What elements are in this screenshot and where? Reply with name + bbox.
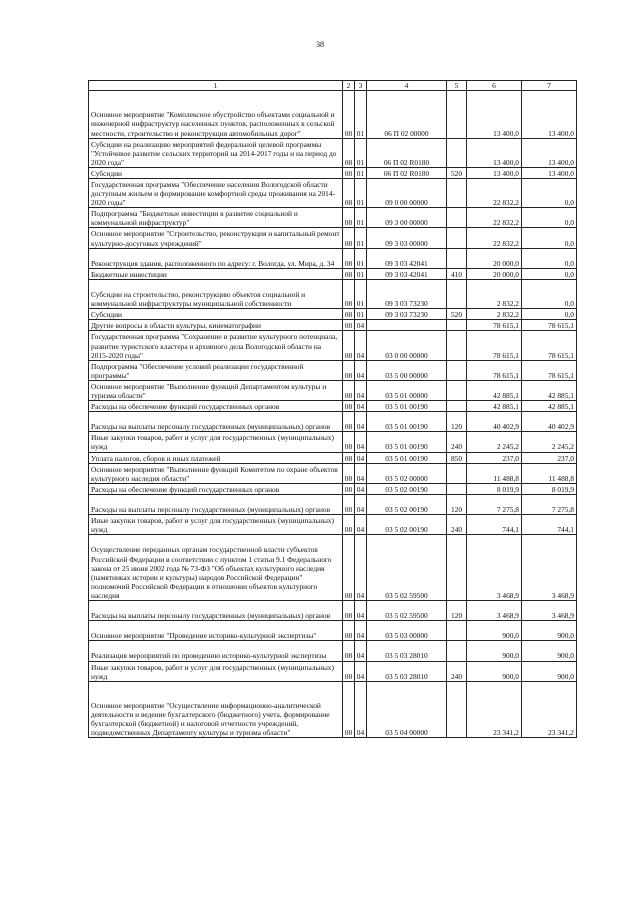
header-cell: 2 xyxy=(343,81,355,91)
row-section: 08 xyxy=(343,515,355,535)
row-amount-2018: 23 341,2 xyxy=(522,681,577,738)
row-target-article: 03 5 01 00190 xyxy=(367,412,447,432)
row-expense-type xyxy=(447,91,467,139)
row-section: 08 xyxy=(343,331,355,360)
row-name: Государственная программа "Обеспечение населения Вологодской области доступным жильем и формирование комфортной среды проживания на 2014-2020 годы" xyxy=(89,178,343,207)
row-target-article: 09 3 00 00000 xyxy=(367,208,447,228)
row-name: Подпрограмма "Обеспечение условий реализации государственной программы" xyxy=(89,360,343,380)
row-subsection: 04 xyxy=(355,401,367,412)
row-subsection: 04 xyxy=(355,360,367,380)
row-subsection: 04 xyxy=(355,320,367,331)
row-amount-2018: 2 245,2 xyxy=(522,432,577,452)
row-section: 08 xyxy=(343,208,355,228)
row-target-article: 09 0 00 00000 xyxy=(367,178,447,207)
row-name: Основное мероприятие "Выполнение функций Департаментом культуры и туризма области" xyxy=(89,380,343,400)
row-subsection: 04 xyxy=(355,380,367,400)
table-row xyxy=(89,681,577,738)
row-subsection: 01 xyxy=(355,309,367,320)
row-subsection: 04 xyxy=(355,463,367,483)
row-subsection: 01 xyxy=(355,228,367,248)
row-expense-type xyxy=(447,178,467,207)
table-row xyxy=(89,661,577,681)
table-row xyxy=(89,494,577,514)
row-amount-2017: 900,0 xyxy=(467,621,522,641)
row-name: Расходы на выплаты персоналу государственных (муниципальных) органов xyxy=(89,494,343,514)
row-amount-2018: 78 615,1 xyxy=(522,320,577,331)
row-subsection: 04 xyxy=(355,452,367,463)
row-section: 08 xyxy=(343,661,355,681)
row-section: 08 xyxy=(343,452,355,463)
row-target-article: 03 5 02 59500 xyxy=(367,535,447,601)
header-cell: 1 xyxy=(89,81,343,91)
table-row xyxy=(89,208,577,228)
row-amount-2017: 23 341,2 xyxy=(467,681,522,738)
table-row xyxy=(89,401,577,412)
row-expense-type: 850 xyxy=(447,452,467,463)
row-section: 08 xyxy=(343,360,355,380)
row-amount-2018: 0,0 xyxy=(522,208,577,228)
table-row xyxy=(89,248,577,268)
row-amount-2017: 42 885,1 xyxy=(467,401,522,412)
row-amount-2018: 42 885,1 xyxy=(522,401,577,412)
header-cell: 7 xyxy=(522,81,577,91)
row-amount-2018: 13 400,0 xyxy=(522,167,577,178)
row-name: Иные закупки товаров, работ и услуг для государственных (муниципальных) нужд xyxy=(89,515,343,535)
row-section: 08 xyxy=(343,167,355,178)
row-subsection: 04 xyxy=(355,412,367,432)
row-subsection: 04 xyxy=(355,621,367,641)
row-amount-2017: 20 000,0 xyxy=(467,268,522,279)
row-target-article: 03 0 00 00000 xyxy=(367,331,447,360)
row-amount-2017: 13 400,0 xyxy=(467,91,522,139)
row-name: Другие вопросы в области культуры, кинематографии xyxy=(89,320,343,331)
row-expense-type xyxy=(447,380,467,400)
row-amount-2017: 237,0 xyxy=(467,452,522,463)
row-name: Иные закупки товаров, работ и услуг для государственных (муниципальных) нужд xyxy=(89,432,343,452)
row-section: 08 xyxy=(343,535,355,601)
row-amount-2018: 0,0 xyxy=(522,268,577,279)
row-target-article: 03 5 01 00000 xyxy=(367,380,447,400)
row-expense-type: 520 xyxy=(447,309,467,320)
row-amount-2017: 2 832,2 xyxy=(467,309,522,320)
table-row xyxy=(89,228,577,248)
row-target-article: 09 3 03 00000 xyxy=(367,228,447,248)
row-name: Реализация мероприятий по проведению историко-культурной экспертизы xyxy=(89,641,343,661)
row-target-article: 03 5 04 00000 xyxy=(367,681,447,738)
row-section: 08 xyxy=(343,601,355,621)
row-target-article: 09 3 03 42041 xyxy=(367,248,447,268)
row-subsection: 04 xyxy=(355,494,367,514)
row-name: Расходы на выплаты персоналу государственных (муниципальных) органов xyxy=(89,601,343,621)
row-amount-2018: 744,1 xyxy=(522,515,577,535)
row-amount-2017: 2 245,2 xyxy=(467,432,522,452)
header-cell: 6 xyxy=(467,81,522,91)
table-row xyxy=(89,452,577,463)
row-expense-type: 240 xyxy=(447,661,467,681)
table-row xyxy=(89,309,577,320)
row-amount-2017: 13 400,0 xyxy=(467,167,522,178)
row-name: Расходы на обеспечение функций государственных органов xyxy=(89,401,343,412)
row-name: Иные закупки товаров, работ и услуг для государственных (муниципальных) нужд xyxy=(89,661,343,681)
row-expense-type xyxy=(447,138,467,167)
row-target-article: 03 5 02 00190 xyxy=(367,515,447,535)
row-target-article: 09 3 03 42041 xyxy=(367,268,447,279)
row-amount-2018: 8 019,9 xyxy=(522,483,577,494)
header-cell: 5 xyxy=(447,81,467,91)
row-section: 08 xyxy=(343,494,355,514)
row-name: Основное мероприятие "Проведение историко-культурной экспертизы" xyxy=(89,621,343,641)
row-expense-type xyxy=(447,360,467,380)
row-name: Осуществление переданных органам государственной власти субъектов Российской Федерации в соответствии с пунктом 1 статьи 9.1 Федерального закона от 25 июня 2002 года № 73-ФЗ "Об объектах культурного наследия (памятниках истории и культуры) народов Российской Федерации" полномочий Российской Федерации в отношении объектов культурного наследия xyxy=(89,535,343,601)
row-subsection: 04 xyxy=(355,515,367,535)
row-subsection: 01 xyxy=(355,208,367,228)
row-name: Субсидии на реализацию мероприятий федеральной целевой программы "Устойчивое развитие сельских территорий на 2014-2017 годы и на период до 2020 года" xyxy=(89,138,343,167)
row-target-article: 09 3 03 73230 xyxy=(367,309,447,320)
row-section: 08 xyxy=(343,91,355,139)
table-row xyxy=(89,320,577,331)
row-amount-2017: 7 275,8 xyxy=(467,494,522,514)
row-expense-type xyxy=(447,535,467,601)
row-expense-type xyxy=(447,401,467,412)
row-expense-type xyxy=(447,463,467,483)
row-name: Расходы на обеспечение функций государственных органов xyxy=(89,483,343,494)
row-amount-2018: 7 275,8 xyxy=(522,494,577,514)
row-amount-2018: 0,0 xyxy=(522,309,577,320)
row-section: 08 xyxy=(343,621,355,641)
row-amount-2018: 0,0 xyxy=(522,248,577,268)
row-expense-type: 240 xyxy=(447,432,467,452)
row-target-article: 06 П 02 R0180 xyxy=(367,138,447,167)
row-amount-2017: 78 615,1 xyxy=(467,331,522,360)
row-name: Субсидии на строительство, реконструкцию объектов социальной и коммунальной инфраструктуры муниципальной собственности xyxy=(89,279,343,308)
row-amount-2018: 3 468,9 xyxy=(522,601,577,621)
row-subsection: 01 xyxy=(355,178,367,207)
row-target-article: 03 5 03 28010 xyxy=(367,641,447,661)
row-expense-type xyxy=(447,641,467,661)
row-expense-type xyxy=(447,483,467,494)
row-subsection: 01 xyxy=(355,138,367,167)
row-expense-type xyxy=(447,320,467,331)
row-amount-2018: 0,0 xyxy=(522,279,577,308)
row-target-article: 03 5 03 00000 xyxy=(367,621,447,641)
row-amount-2017: 22 832,2 xyxy=(467,178,522,207)
row-target-article: 03 5 02 00000 xyxy=(367,463,447,483)
row-subsection: 01 xyxy=(355,279,367,308)
row-section: 08 xyxy=(343,463,355,483)
row-amount-2017: 900,0 xyxy=(467,661,522,681)
row-section: 08 xyxy=(343,309,355,320)
row-expense-type xyxy=(447,681,467,738)
table-body xyxy=(89,91,577,738)
row-amount-2017: 900,0 xyxy=(467,641,522,661)
row-name: Расходы на выплаты персоналу государственных (муниципальных) органов xyxy=(89,412,343,432)
row-amount-2017: 8 019,9 xyxy=(467,483,522,494)
row-amount-2018: 11 488,8 xyxy=(522,463,577,483)
table-row xyxy=(89,641,577,661)
table-row xyxy=(89,360,577,380)
row-subsection: 01 xyxy=(355,248,367,268)
row-section: 08 xyxy=(343,641,355,661)
row-name: Субсидии xyxy=(89,309,343,320)
row-amount-2018: 13 400,0 xyxy=(522,91,577,139)
row-subsection: 04 xyxy=(355,535,367,601)
row-amount-2017: 3 468,9 xyxy=(467,535,522,601)
row-amount-2018: 3 468,9 xyxy=(522,535,577,601)
row-amount-2018: 237,0 xyxy=(522,452,577,463)
row-amount-2017: 78 615,1 xyxy=(467,320,522,331)
row-target-article: 06 П 02 R0180 xyxy=(367,167,447,178)
row-subsection: 04 xyxy=(355,432,367,452)
table-row xyxy=(89,621,577,641)
row-expense-type xyxy=(447,248,467,268)
table-row xyxy=(89,412,577,432)
row-subsection: 04 xyxy=(355,601,367,621)
table-row xyxy=(89,432,577,452)
table-row xyxy=(89,331,577,360)
table-row xyxy=(89,601,577,621)
row-expense-type: 120 xyxy=(447,494,467,514)
row-amount-2018: 42 885,1 xyxy=(522,380,577,400)
table-row xyxy=(89,535,577,601)
table-row xyxy=(89,463,577,483)
row-section: 08 xyxy=(343,320,355,331)
row-name: Подпрограмма "Бюджетные инвестиции в развитие социальной и коммунальной инфраструктур" xyxy=(89,208,343,228)
row-expense-type xyxy=(447,331,467,360)
page-number: 38 xyxy=(316,40,324,49)
row-amount-2017: 42 885,1 xyxy=(467,380,522,400)
row-amount-2017: 22 832,2 xyxy=(467,228,522,248)
row-target-article xyxy=(367,320,447,331)
header-cell: 4 xyxy=(367,81,447,91)
row-amount-2018: 900,0 xyxy=(522,661,577,681)
row-amount-2018: 78 615,1 xyxy=(522,360,577,380)
row-amount-2017: 22 832,2 xyxy=(467,208,522,228)
row-name: Государственная программа "Сохранение и развитие культурного потенциала, развитие туристского кластера и архивного дела Вологодской области на 2015-2020 годы" xyxy=(89,331,343,360)
row-target-article: 03 5 00 00000 xyxy=(367,360,447,380)
row-section: 08 xyxy=(343,279,355,308)
row-expense-type: 520 xyxy=(447,167,467,178)
row-target-article: 03 5 01 00190 xyxy=(367,452,447,463)
row-name: Основное мероприятие "Выполнение функций Комитетом по охране объектов культурного наследия области" xyxy=(89,463,343,483)
row-section: 08 xyxy=(343,432,355,452)
table-row xyxy=(89,279,577,308)
row-name: Основное мероприятие "Осуществление информационно-аналитической деятельности и ведение бухгалтерского (бюджетного) учета, формирование бухгалтерской (бюджетной) и налоговой отчетности учреждений, подведомственных Департаменту культуры и туризма области" xyxy=(89,681,343,738)
row-target-article: 03 5 02 00190 xyxy=(367,483,447,494)
row-subsection: 04 xyxy=(355,331,367,360)
row-subsection: 04 xyxy=(355,661,367,681)
row-section: 08 xyxy=(343,228,355,248)
table-row xyxy=(89,483,577,494)
row-section: 08 xyxy=(343,681,355,738)
row-section: 08 xyxy=(343,248,355,268)
row-name: Уплата налогов, сборов и иных платежей xyxy=(89,452,343,463)
row-subsection: 01 xyxy=(355,91,367,139)
row-amount-2017: 40 402,9 xyxy=(467,412,522,432)
row-amount-2018: 900,0 xyxy=(522,641,577,661)
table-row xyxy=(89,268,577,279)
row-expense-type: 120 xyxy=(447,412,467,432)
row-target-article: 03 5 01 00190 xyxy=(367,432,447,452)
table-row xyxy=(89,91,577,139)
row-target-article: 09 3 03 73230 xyxy=(367,279,447,308)
row-section: 08 xyxy=(343,138,355,167)
row-name: Бюджетные инвестиции xyxy=(89,268,343,279)
row-name: Основное мероприятие "Строительство, реконструкция и капитальный ремонт культурно-досуговых учреждений" xyxy=(89,228,343,248)
row-amount-2017: 744,1 xyxy=(467,515,522,535)
row-expense-type xyxy=(447,228,467,248)
row-amount-2018: 40 402,9 xyxy=(522,412,577,432)
row-target-article: 06 П 02 00000 xyxy=(367,91,447,139)
row-section: 08 xyxy=(343,401,355,412)
row-section: 08 xyxy=(343,178,355,207)
row-amount-2018: 900,0 xyxy=(522,621,577,641)
row-target-article: 03 5 03 28010 xyxy=(367,661,447,681)
table-row xyxy=(89,138,577,167)
row-amount-2017: 78 615,1 xyxy=(467,360,522,380)
row-name: Основное мероприятие "Комплексное обустройство объектами социальной и инженерной инфраструктур населенных пунктов, расположенных в сельской местности, строительство и реконструкция автомобильных дорог" xyxy=(89,91,343,139)
row-subsection: 04 xyxy=(355,641,367,661)
row-amount-2018: 0,0 xyxy=(522,178,577,207)
row-target-article: 03 5 02 59500 xyxy=(367,601,447,621)
row-amount-2018: 13 400,0 xyxy=(522,138,577,167)
row-target-article: 03 5 02 00190 xyxy=(367,494,447,514)
row-expense-type: 240 xyxy=(447,515,467,535)
row-name: Субсидии xyxy=(89,167,343,178)
row-section: 08 xyxy=(343,380,355,400)
row-amount-2017: 20 000,0 xyxy=(467,248,522,268)
row-expense-type xyxy=(447,279,467,308)
row-section: 08 xyxy=(343,268,355,279)
table-row xyxy=(89,178,577,207)
row-amount-2017: 11 488,8 xyxy=(467,463,522,483)
table-row xyxy=(89,380,577,400)
row-target-article: 03 5 01 00190 xyxy=(367,401,447,412)
row-amount-2018: 78 615,1 xyxy=(522,331,577,360)
budget-table xyxy=(88,80,577,738)
row-expense-type xyxy=(447,208,467,228)
table-row xyxy=(89,167,577,178)
row-amount-2017: 2 832,2 xyxy=(467,279,522,308)
table-row xyxy=(89,515,577,535)
row-expense-type: 120 xyxy=(447,601,467,621)
header-cell: 3 xyxy=(355,81,367,91)
row-expense-type: 410 xyxy=(447,268,467,279)
row-expense-type xyxy=(447,621,467,641)
row-subsection: 04 xyxy=(355,681,367,738)
row-section: 08 xyxy=(343,483,355,494)
table-header-row xyxy=(89,81,577,91)
row-subsection: 01 xyxy=(355,268,367,279)
row-name: Реконструкция здания, расположенного по адресу: г. Вологда, ул. Мира, д. 34 xyxy=(89,248,343,268)
row-subsection: 04 xyxy=(355,483,367,494)
row-amount-2017: 13 400,0 xyxy=(467,138,522,167)
row-subsection: 01 xyxy=(355,167,367,178)
row-section: 08 xyxy=(343,412,355,432)
row-amount-2017: 3 468,9 xyxy=(467,601,522,621)
row-amount-2018: 0,0 xyxy=(522,228,577,248)
